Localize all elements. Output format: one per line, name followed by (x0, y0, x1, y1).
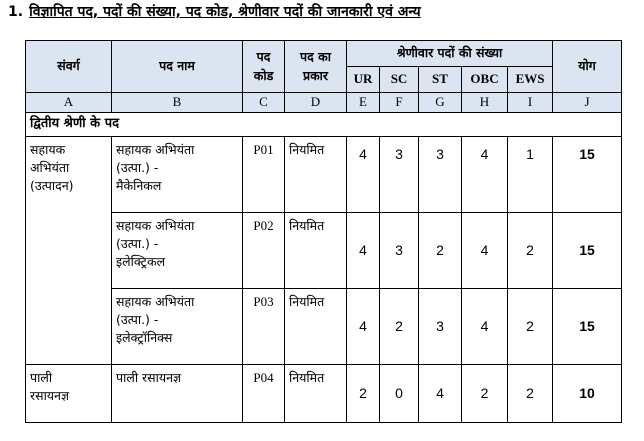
post-name-line: सहायक अभियंता (116, 217, 195, 233)
letter-cell: G (419, 93, 462, 113)
letter-cell: H (462, 93, 508, 113)
post-name-cell (112, 288, 243, 364)
posts-table (25, 40, 622, 423)
letter-cell: E (347, 93, 380, 113)
header-cat-st: ST (419, 67, 462, 93)
header-cat-obc: OBC (462, 67, 508, 93)
row-total: 15 (553, 288, 622, 364)
letter-cell: C (243, 93, 285, 113)
cadre-line: पाली (30, 369, 53, 385)
post-name-line: इलेक्ट्रिकल (116, 254, 166, 270)
count-obc: 4 (462, 136, 508, 212)
count-ur: 4 (347, 136, 380, 212)
count-sc: 0 (380, 364, 419, 422)
section-title: द्वितीय श्रेणी के पद (26, 112, 622, 136)
count-ews: 2 (508, 212, 553, 288)
post-name-line: (उत्पा.) - (116, 235, 159, 251)
count-st: 3 (419, 288, 462, 364)
post-name-line: इलेक्ट्रॉनिक्स (116, 330, 173, 346)
header-post-code-line1: पद (256, 49, 271, 65)
count-obc: 4 (462, 288, 508, 364)
post-type: नियमित (285, 288, 347, 364)
post-name-cell (112, 364, 243, 422)
count-sc: 2 (380, 288, 419, 364)
section-heading (8, 2, 421, 21)
count-obc: 2 (462, 364, 508, 422)
post-name-cell (112, 136, 243, 212)
count-ur: 4 (347, 212, 380, 288)
cadre-cell (26, 136, 112, 364)
count-st: 3 (419, 136, 462, 212)
count-ews: 1 (508, 136, 553, 212)
letter-cell: B (112, 93, 243, 113)
post-name-line: मैकेनिकल (116, 178, 162, 194)
letter-cell: I (508, 93, 553, 113)
table-row (26, 136, 622, 212)
post-name-line: सहायक अभियंता (116, 141, 195, 157)
count-st: 4 (419, 364, 462, 422)
header-post-type-line1: पद का (300, 49, 331, 65)
post-name-line: पाली रसायनज्ञ (116, 369, 182, 385)
table-row (26, 364, 622, 422)
header-category-group: श्रेणीवार पदों की संख्या (347, 41, 553, 67)
cadre-cell (26, 364, 112, 422)
header-cat-ur: UR (347, 67, 380, 93)
header-post-code-line2: कोड (253, 67, 274, 83)
letter-cell: J (553, 93, 622, 113)
cadre-line: (उत्पादन) (30, 178, 74, 194)
row-total: 15 (553, 212, 622, 288)
post-name-cell (112, 212, 243, 288)
post-type: नियमित (285, 364, 347, 422)
letter-cell: F (380, 93, 419, 113)
header-cat-ews: EWS (508, 67, 553, 93)
post-code: P03 (243, 288, 285, 364)
table-row (26, 212, 622, 288)
header-post-code (243, 41, 285, 93)
count-sc: 3 (380, 136, 419, 212)
count-obc: 4 (462, 212, 508, 288)
cadre-line: रसायनज्ञ (30, 387, 70, 403)
row-total: 15 (553, 136, 622, 212)
post-name-line: (उत्पा.) - (116, 311, 159, 327)
count-ews: 2 (508, 288, 553, 364)
count-sc: 3 (380, 212, 419, 288)
count-ews: 2 (508, 364, 553, 422)
row-total: 10 (553, 364, 622, 422)
table-row (26, 288, 622, 364)
header-post-type-line2: प्रकार (302, 67, 329, 83)
cadre-line: अभियंता (30, 159, 70, 175)
post-name-line: (उत्पा.) - (116, 159, 159, 175)
letter-cell: D (285, 93, 347, 113)
post-code: P04 (243, 364, 285, 422)
header-total: योग (553, 41, 622, 93)
header-post-type (285, 41, 347, 93)
letter-cell: A (26, 93, 112, 113)
post-code: P01 (243, 136, 285, 212)
heading-number: 1. (8, 4, 24, 20)
header-post-name: पद नाम (112, 41, 243, 93)
letter-row (26, 93, 622, 113)
post-name-line: सहायक अभियंता (116, 293, 195, 309)
post-type: नियमित (285, 136, 347, 212)
post-code: P02 (243, 212, 285, 288)
heading-text: विज्ञापित पद, पदों की संख्या, पद कोड, श्रेणीवार पदों की जानकारी एवं अन्य (29, 4, 421, 20)
count-ur: 4 (347, 288, 380, 364)
count-st: 2 (419, 212, 462, 288)
header-cat-sc: SC (380, 67, 419, 93)
header-cadre: संवर्ग (26, 41, 112, 93)
post-type: नियमित (285, 212, 347, 288)
count-ur: 2 (347, 364, 380, 422)
cadre-line: सहायक (30, 141, 66, 157)
